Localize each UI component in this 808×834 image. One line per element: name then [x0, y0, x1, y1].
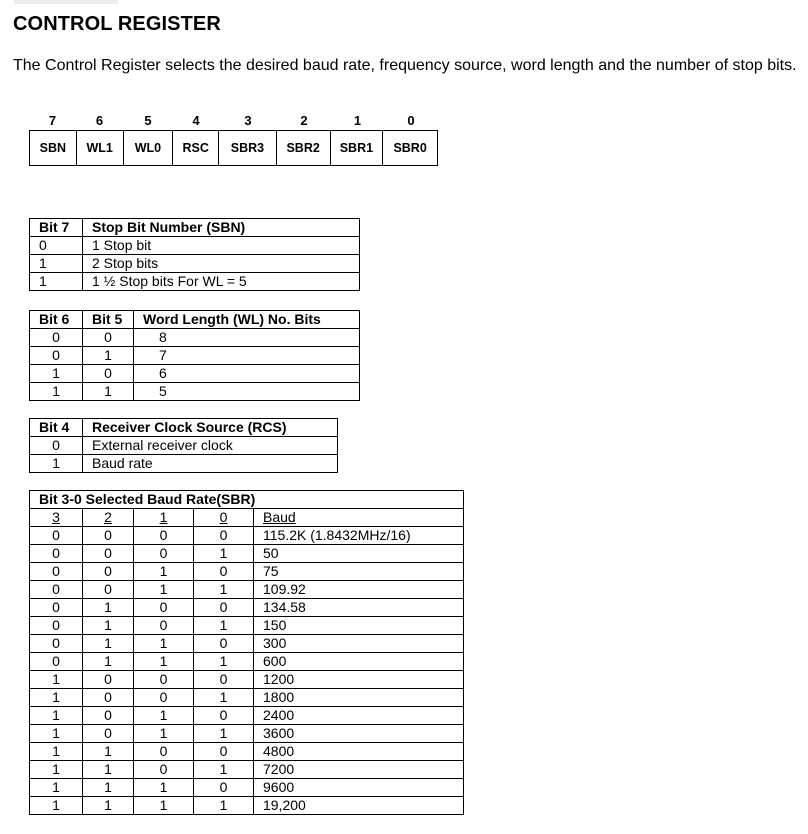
table-cell: 0: [30, 635, 83, 653]
table-cell: 0: [30, 347, 83, 365]
table-row: [30, 635, 464, 653]
table-cell: 1: [134, 635, 194, 653]
table-row: [30, 707, 464, 725]
table-row: [30, 653, 464, 671]
table-cell: 1: [30, 273, 83, 291]
table-header-row: [30, 219, 360, 237]
table-cell: 0: [194, 599, 254, 617]
header-cell: Baud: [254, 509, 464, 527]
table-cell: 0: [134, 545, 194, 563]
table-cell: 1: [134, 707, 194, 725]
table-cell: 1: [134, 563, 194, 581]
table-title: Bit 3-0 Selected Baud Rate(SBR): [30, 491, 464, 509]
table-cell: 0: [194, 527, 254, 545]
table-cell: 1: [134, 779, 194, 797]
table-cell: 3600: [254, 725, 464, 743]
table-cell: 115.2K (1.8432MHz/16): [254, 527, 464, 545]
bit-number: 3: [244, 113, 252, 128]
table-cell: 2 Stop bits: [83, 255, 360, 273]
table-cell: 0: [30, 237, 83, 255]
table-row: [30, 581, 464, 599]
table-cell: 0: [30, 581, 83, 599]
table-row: [30, 237, 360, 255]
bit-number: 7: [48, 113, 57, 128]
table-row: [30, 797, 464, 815]
header-cell: 3: [30, 509, 83, 527]
table-cell: 75: [254, 563, 464, 581]
word-length-table: [29, 310, 360, 401]
table-cell: 0: [134, 599, 194, 617]
table-header-row: [30, 509, 464, 527]
table-cell: 1: [83, 743, 134, 761]
table-cell: 600: [254, 653, 464, 671]
table-cell: 0: [83, 707, 134, 725]
table-cell: 1: [30, 725, 83, 743]
register-field: SBR3: [219, 131, 277, 165]
table-cell: 1: [194, 545, 254, 563]
table-row: [30, 743, 464, 761]
table-cell: 4800: [254, 743, 464, 761]
table-cell: 1: [30, 255, 83, 273]
table-cell: 0: [30, 527, 83, 545]
table-cell: 0: [30, 329, 83, 347]
register-field: SBR1: [331, 131, 384, 165]
table-cell: 7200: [254, 761, 464, 779]
table-header-row: [30, 419, 338, 437]
table-cell: 0: [194, 563, 254, 581]
register-field: WL0: [124, 131, 174, 165]
table-title-row: [30, 491, 464, 509]
bit-number: 1: [353, 113, 362, 128]
table-cell: 150: [254, 617, 464, 635]
table-cell: 1: [194, 689, 254, 707]
table-cell: 0: [134, 743, 194, 761]
table-cell: 0: [194, 707, 254, 725]
register-diagram: [29, 130, 438, 166]
table-cell: 0: [83, 581, 134, 599]
table-cell: 5: [134, 383, 360, 401]
table-cell: 8: [134, 329, 360, 347]
header-cell: Stop Bit Number (SBN): [83, 219, 360, 237]
table-header-row: [30, 311, 360, 329]
bit-number: 6: [95, 113, 104, 128]
table-cell: 7: [134, 347, 360, 365]
table-cell: 1: [134, 581, 194, 599]
table-row: [30, 599, 464, 617]
register-field: RSC: [173, 131, 219, 165]
table-row: [30, 255, 360, 273]
table-cell: 1: [194, 761, 254, 779]
table-row: [30, 545, 464, 563]
table-cell: 1: [30, 383, 83, 401]
intro-paragraph: The Control Register selects the desired baud rate, frequency source, word length and the number of stop bits.: [13, 57, 797, 74]
table-cell: Baud rate: [83, 455, 338, 473]
table-cell: 1: [83, 761, 134, 779]
table-cell: 1: [30, 797, 83, 815]
table-cell: 0: [134, 761, 194, 779]
register-field: SBN: [30, 131, 77, 165]
table-cell: 0: [83, 725, 134, 743]
table-cell: 1: [83, 779, 134, 797]
table-cell: 0: [83, 329, 134, 347]
table-cell: 0: [194, 635, 254, 653]
header-cell: Word Length (WL) No. Bits: [134, 311, 360, 329]
table-cell: 1 ½ Stop bits For WL = 5: [83, 273, 360, 291]
table-cell: 1: [194, 653, 254, 671]
table-cell: 1: [134, 653, 194, 671]
table-cell: 1: [30, 455, 83, 473]
table-row: [30, 437, 338, 455]
table-cell: 9600: [254, 779, 464, 797]
table-row: [30, 527, 464, 545]
table-cell: 6: [134, 365, 360, 383]
table-row: [30, 273, 360, 291]
header-cell: Bit 4: [30, 419, 83, 437]
table-cell: 1: [30, 689, 83, 707]
table-cell: 1: [30, 743, 83, 761]
table-cell: 300: [254, 635, 464, 653]
stop-bit-table: [29, 218, 360, 291]
table-cell: 1: [83, 617, 134, 635]
table-cell: 1 Stop bit: [83, 237, 360, 255]
table-row: [30, 671, 464, 689]
table-cell: 1: [83, 797, 134, 815]
table-cell: 0: [194, 779, 254, 797]
table-cell: 0: [134, 689, 194, 707]
bit-number: 5: [144, 113, 152, 128]
table-cell: 50: [254, 545, 464, 563]
register-field: SBR2: [277, 131, 331, 165]
table-cell: 0: [83, 563, 134, 581]
table-cell: 0: [194, 743, 254, 761]
register-field: SBR0: [393, 141, 427, 155]
table-cell: 1: [194, 725, 254, 743]
table-cell: 1: [30, 779, 83, 797]
table-cell: 1: [83, 599, 134, 617]
table-row: [30, 329, 360, 347]
bit-number: 4: [192, 113, 200, 128]
table-cell: 1: [194, 581, 254, 599]
header-cell: Receiver Clock Source (RCS): [83, 419, 338, 437]
table-cell: 0: [194, 671, 254, 689]
table-cell: 1: [134, 725, 194, 743]
table-cell: 0: [134, 671, 194, 689]
table-cell: 2400: [254, 707, 464, 725]
table-cell: 0: [83, 365, 134, 383]
table-cell: 0: [83, 689, 134, 707]
table-cell: 1: [30, 761, 83, 779]
bit-number: 2: [300, 113, 308, 128]
header-cell: Bit 6: [30, 311, 83, 329]
table-cell: 1: [194, 797, 254, 815]
table-cell: 0: [30, 653, 83, 671]
header-cell: Bit 5: [83, 311, 134, 329]
table-row: [30, 347, 360, 365]
receiver-clock-table: [29, 418, 338, 473]
header-cell: 1: [134, 509, 194, 527]
table-cell: 134.58: [254, 599, 464, 617]
table-row: [30, 383, 360, 401]
header-cell: 0: [194, 509, 254, 527]
table-cell: 19,200: [254, 797, 464, 815]
table-cell: 1: [30, 365, 83, 383]
table-cell: 1: [83, 635, 134, 653]
table-cell: 1800: [254, 689, 464, 707]
table-cell: 1: [30, 671, 83, 689]
table-cell: 1: [83, 653, 134, 671]
page-title: CONTROL REGISTER: [13, 13, 221, 35]
bit-number: 0: [407, 113, 415, 128]
table-cell: 0: [30, 545, 83, 563]
table-cell: External receiver clock: [83, 437, 338, 455]
table-row: [30, 617, 464, 635]
table-cell: 1200: [254, 671, 464, 689]
table-cell: 1: [83, 383, 134, 401]
baud-rate-table: [29, 490, 464, 815]
table-cell: 1: [134, 797, 194, 815]
table-cell: 0: [134, 617, 194, 635]
register-field: WL1: [77, 131, 124, 165]
table-cell: 1: [194, 617, 254, 635]
table-row: [30, 365, 360, 383]
table-row: [30, 779, 464, 797]
table-row: [30, 689, 464, 707]
table-cell: 0: [83, 545, 134, 563]
header-cell: Bit 7: [30, 219, 83, 237]
table-cell: 0: [134, 527, 194, 545]
table-cell: 0: [30, 617, 83, 635]
table-cell: 109.92: [254, 581, 464, 599]
table-cell: 1: [83, 347, 134, 365]
top-rule: [14, 0, 118, 4]
table-cell: 0: [30, 599, 83, 617]
table-cell: 0: [83, 671, 134, 689]
table-cell: 0: [30, 437, 83, 455]
table-row: [30, 455, 338, 473]
table-row: [30, 563, 464, 581]
table-cell: 0: [30, 563, 83, 581]
table-row: [30, 761, 464, 779]
table-cell: 1: [30, 707, 83, 725]
table-cell: 0: [83, 527, 134, 545]
header-cell: 2: [83, 509, 134, 527]
table-row: [30, 725, 464, 743]
